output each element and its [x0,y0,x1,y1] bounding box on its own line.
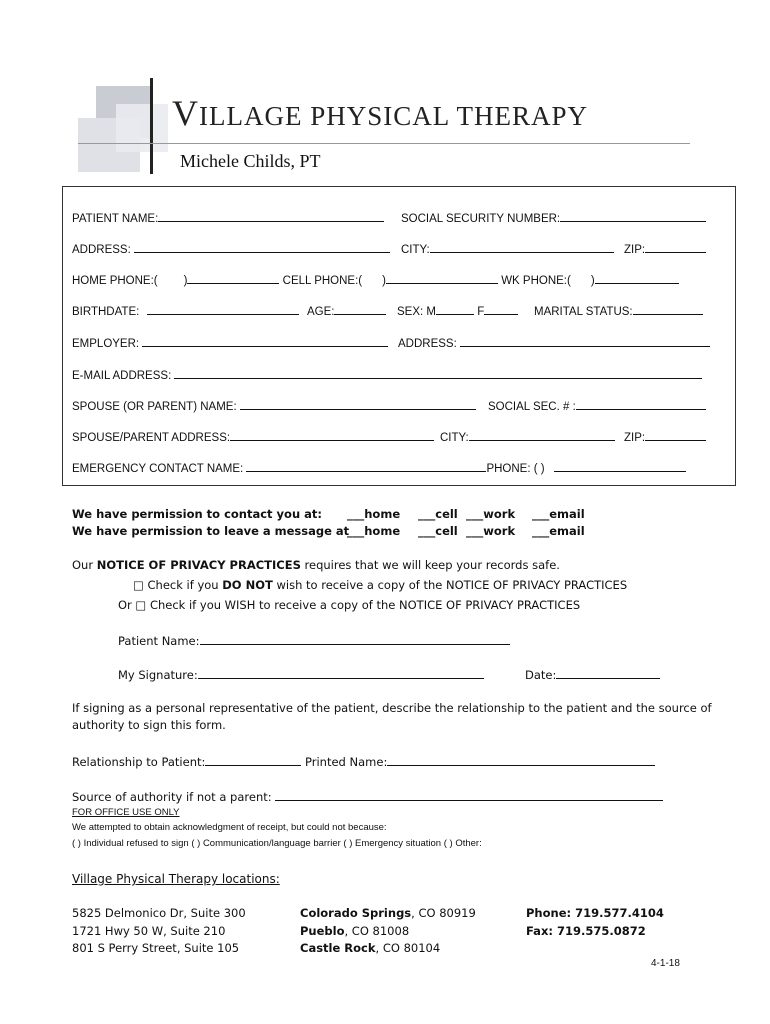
spouse-name-field[interactable] [240,398,476,410]
phone-row: HOME PHONE:( ) CELL PHONE:( ) WK PHONE:( ) [72,272,679,287]
marital-status-field[interactable] [633,303,703,315]
spouse-address-field[interactable] [230,429,434,441]
office-use-line2: ( ) Individual refused to sign ( ) Communication/language barrier ( ) Emergency situation ( ) Other: [72,838,482,849]
employer-field[interactable] [142,335,388,347]
patient-name-field[interactable] [158,210,384,222]
privacy-check-do-not[interactable]: □ Check if you DO NOT wish to receive a copy of the NOTICE OF PRIVACY PRACTICES [133,578,628,592]
privacy-intro: Our NOTICE OF PRIVACY PRACTICES requires that we will keep your records safe. [72,558,560,572]
spouse-city-field[interactable] [469,429,615,441]
address-field[interactable] [134,241,390,253]
contact-cell-option[interactable]: ___cell [418,507,458,521]
zip-field[interactable] [645,241,706,253]
birthdate-field[interactable] [147,303,299,315]
spouse-zip-field[interactable] [645,429,706,441]
social-sec-row: SOCIAL SEC. # : [488,398,706,413]
patient-name-sign-field[interactable] [200,633,510,645]
logo-divider-horizontal [78,143,690,144]
zip-row: ZIP: [624,241,706,256]
sex-row: SEX: M F [397,303,518,318]
patient-name-row: PATIENT NAME: [72,210,384,225]
spouse-zip-row: ZIP: [624,429,706,444]
city-row: CITY: [401,241,614,256]
ssn-row: SOCIAL SECURITY NUMBER: [401,210,706,225]
message-cell-option[interactable]: ___cell [418,524,458,538]
signature-field[interactable] [198,667,484,679]
date-row: Date: [525,667,660,682]
cell-phone-field[interactable] [386,272,498,284]
privacy-check-wish[interactable]: Or □ Check if you WISH to receive a copy of the NOTICE OF PRIVACY PRACTICES [118,598,581,612]
relationship-field[interactable] [205,754,301,766]
ssn-field[interactable] [560,210,706,222]
logo-square-3 [116,104,168,152]
message-home-option[interactable]: ___home [347,524,401,538]
location-city: Colorado Springs, CO 80919 [300,906,476,920]
permission-contact-label: We have permission to contact you at: [72,507,323,521]
spouse-address-row: SPOUSE/PARENT ADDRESS: [72,429,434,444]
logo-divider-vertical [150,78,153,174]
spouse-name-row: SPOUSE (OR PARENT) NAME: [72,398,476,413]
relationship-row: Relationship to Patient: Printed Name: [72,754,655,769]
patient-name-signature-row: Patient Name: [118,633,510,648]
sex-f-field[interactable] [484,303,518,315]
contact-numbers [526,905,664,940]
permission-message-label: We have permission to leave a message at [72,524,350,538]
representative-text-line1: If signing as a personal representative of the patient, describe the relationship to the patient and the source of [72,701,712,715]
location-city: Pueblo, CO 81008 [300,923,410,938]
location-address: 1721 Hwy 50 W, Suite 210 [72,923,226,938]
contact-email-option[interactable]: ___email [532,507,585,521]
logo-title: VILLAGE PHYSICAL THERAPY [172,93,589,133]
contact-home-option[interactable]: ___home [347,507,401,521]
location-address: 5825 Delmonico Dr, Suite 300 [72,906,246,920]
source-field[interactable] [275,789,663,801]
social-sec-field[interactable] [576,398,706,410]
home-phone-field[interactable] [187,272,279,284]
emergency-row: EMERGENCY CONTACT NAME: PHONE: ( ) [72,460,686,475]
birthdate-row: BIRTHDATE: [72,303,299,318]
sex-m-field[interactable] [436,303,474,315]
employer-address-row: ADDRESS: [398,335,710,350]
contact-work-option[interactable]: ___work [466,507,516,521]
message-email-option[interactable]: ___email [532,524,585,538]
printed-name-field[interactable] [387,754,655,766]
emergency-phone-field[interactable] [554,460,686,472]
age-field[interactable] [334,303,386,315]
fax-number: Fax: 719.575.0872 [526,923,646,938]
office-use-heading: FOR OFFICE USE ONLY [72,807,180,818]
message-work-option[interactable]: ___work [466,524,516,538]
phone-number: Phone: 719.577.4104 [526,906,664,920]
email-field[interactable] [174,367,702,379]
location-city: Castle Rock, CO 80104 [300,941,441,955]
logo-subtitle: Michele Childs, PT [180,151,321,171]
date-field[interactable] [556,667,660,679]
source-row: Source of authority if not a parent: [72,789,663,804]
spouse-city-row: CITY: [440,429,615,444]
locations-addresses [72,905,246,958]
email-row: E-MAIL ADDRESS: [72,367,702,382]
marital-row: MARITAL STATUS: [534,303,703,318]
employer-row: EMPLOYER: [72,335,388,350]
address-row: ADDRESS: [72,241,390,256]
signature-row: My Signature: [118,667,484,682]
locations-heading: Village Physical Therapy locations: [72,872,280,886]
city-field[interactable] [430,241,614,253]
office-use-line1: We attempted to obtain acknowledgment of receipt, but could not because: [72,822,387,833]
representative-text-line2: authority to sign this form. [72,718,226,732]
location-address: 801 S Perry Street, Suite 105 [72,941,240,955]
wk-phone-field[interactable] [595,272,679,284]
age-row: AGE: [307,303,386,318]
version-date: 4-1-18 [651,958,680,969]
employer-address-field[interactable] [460,335,710,347]
emergency-name-field[interactable] [246,460,486,472]
locations-cities [300,905,476,958]
